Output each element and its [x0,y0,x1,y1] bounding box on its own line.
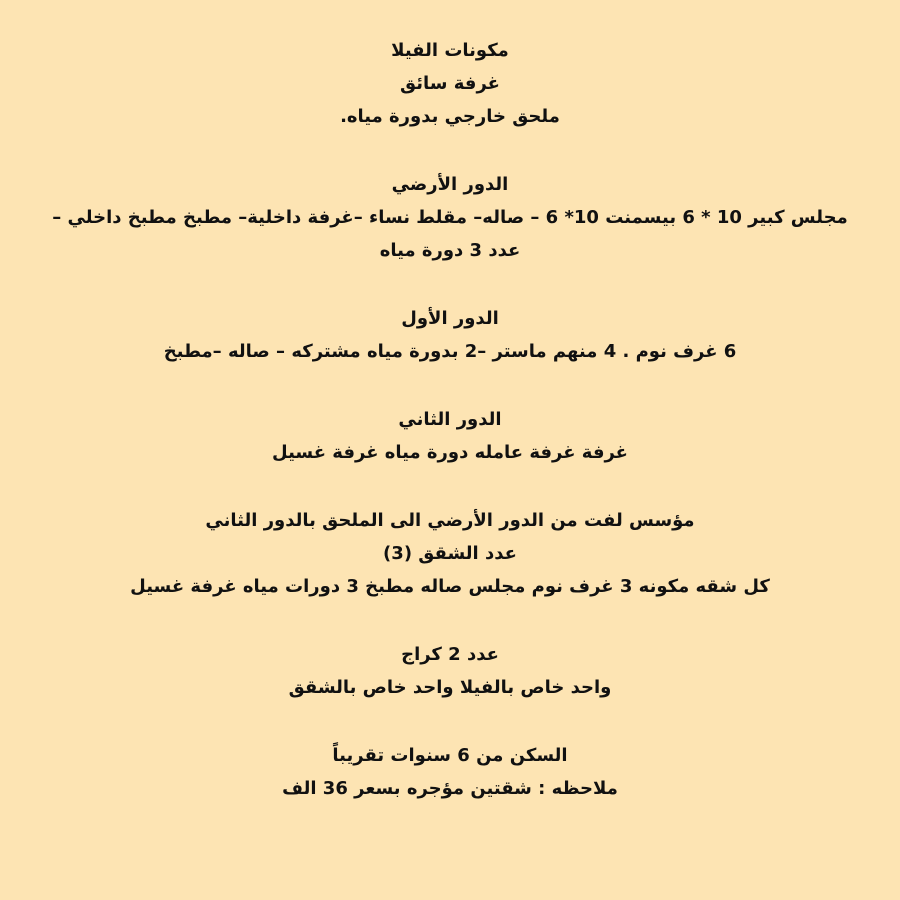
elevator-line: مؤسس لفت من الدور الأرضي الى الملحق بالدور الثاني [205,510,695,531]
garage-section [0,638,900,704]
section-spacer [0,469,900,504]
section-spacer [0,267,900,302]
section-spacer [0,133,900,168]
residence-duration-line: السكن من 6 سنوات تقريباً [332,745,568,766]
section-spacer [0,704,900,739]
ground-floor-title: الدور الأرضي [391,174,509,195]
second-floor-section [0,403,900,469]
elevator-apartments-section [0,504,900,603]
ground-floor-rooms-line: مجلس كبير 10 * 6 بيسمنت 10* 6 – صاله– مقلط نساء –غرفة داخلية– مطبخ مطبخ داخلي – [52,207,848,228]
first-floor-rooms-line: 6 غرف نوم . 4 منهم ماستر –2 بدورة مياه مشتركه – صاله –مطبخ [163,341,737,362]
ground-floor-bathrooms-line: عدد 3 دورة مياه [379,240,521,261]
second-floor-title: الدور الثاني [398,409,502,430]
apartment-layout-line: كل شقه مكونه 3 غرف نوم مجلس صاله مطبخ 3 دورات مياه غرفة غسيل [130,576,770,597]
rental-note-line: ملاحظه : شقتين مؤجره بسعر 36 الف [282,778,618,799]
first-floor-section [0,302,900,368]
first-floor-title: الدور الأول [401,308,499,329]
garage-count-line: عدد 2 كراج [401,644,499,665]
section-spacer [0,603,900,638]
driver-room-line: غرفة سائق [400,73,500,94]
villa-components-section [0,34,900,133]
external-annex-line: ملحق خارجي بدورة مياه. [340,106,560,127]
villa-components-title: مكونات الفيلا [391,40,509,61]
second-floor-rooms-line: غرفة غرفة عامله دورة مياه غرفة غسيل [272,442,628,463]
apartments-count-line: عدد الشقق (3) [383,543,517,564]
notes-section [0,739,900,805]
ground-floor-section [0,168,900,267]
section-spacer [0,368,900,403]
garage-allocation-line: واحد خاص بالفيلا واحد خاص بالشقق [288,677,612,698]
